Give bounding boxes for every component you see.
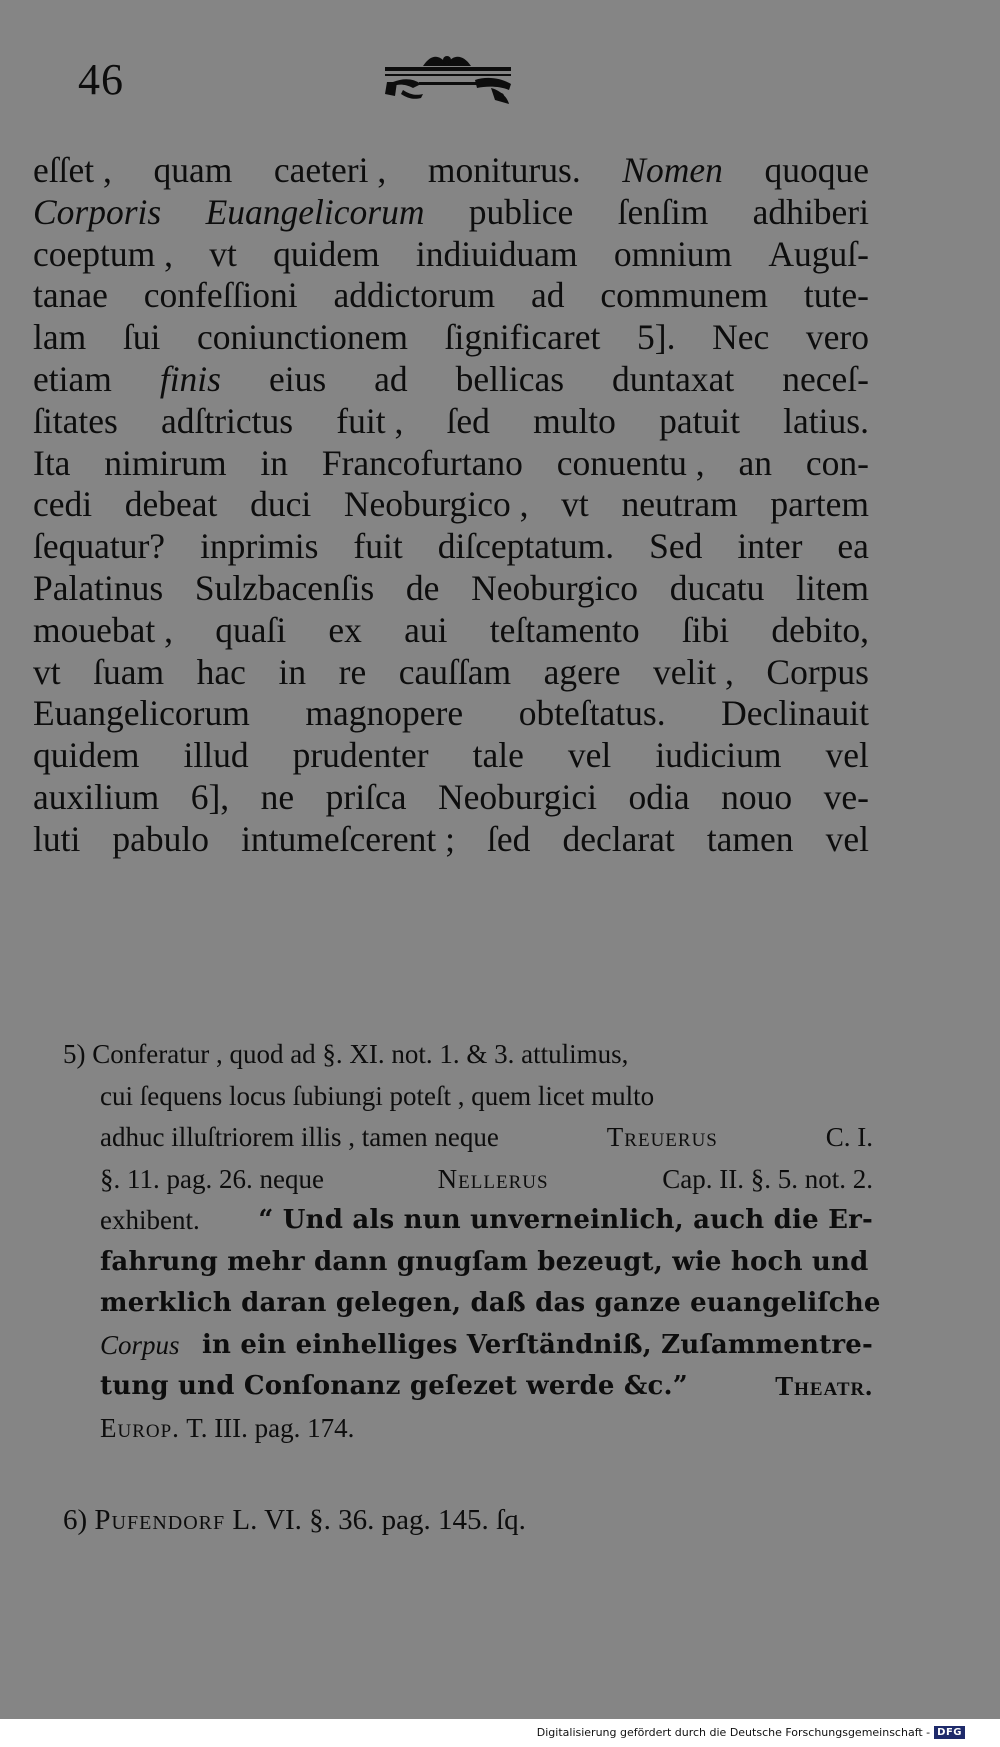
word: vero — [805, 317, 869, 358]
text-line — [33, 234, 869, 276]
word: Corporis — [33, 191, 162, 232]
word: Nomen — [622, 150, 723, 190]
text-line — [33, 443, 869, 485]
dfg-logo-icon: DFG — [934, 1726, 965, 1739]
citation-title: Europ. — [100, 1412, 180, 1443]
word: vt — [561, 484, 589, 525]
word: ſenſim — [617, 191, 709, 232]
german-quote-line: fahrung mehr dann gnugſam bezeugt, wie hoch und — [100, 1246, 869, 1277]
word: quidem — [33, 735, 140, 776]
word: debeat — [124, 484, 218, 525]
word: declarat — [562, 818, 675, 859]
word: teſtamento — [489, 609, 640, 650]
word: velit , — [653, 651, 734, 692]
footnote-text: Corpus — [100, 1329, 180, 1360]
word: hac — [196, 651, 246, 692]
word: mouebat , — [33, 609, 173, 650]
word: litem — [796, 567, 869, 608]
footnote-text: exhibent. — [100, 1205, 200, 1235]
word: quoque — [764, 150, 869, 190]
word: conuentu , — [556, 442, 705, 483]
word: cauſſam — [398, 651, 512, 692]
footnote-5-line — [63, 1200, 873, 1242]
word: adſtrictus — [160, 400, 294, 441]
word: tale — [472, 735, 524, 776]
word: tamen — [706, 818, 794, 859]
word: neutram — [621, 484, 738, 525]
text-line — [33, 484, 869, 526]
word: ea — [837, 526, 869, 567]
footnote-5-line — [63, 1366, 873, 1408]
word: ſignificaret — [444, 317, 601, 358]
word: quam — [153, 150, 233, 190]
word: duntaxat — [612, 358, 735, 399]
word: duci — [250, 484, 312, 525]
word: de — [405, 567, 440, 608]
footnote-text: adhuc illuſtriorem illis , tamen neque — [100, 1122, 499, 1152]
word: 5]. — [637, 317, 676, 358]
footnote-text: §. 11. pag. 26. neque — [100, 1163, 324, 1194]
footnote-text: L. VI. §. 36. pag. 145. ſq. — [232, 1504, 526, 1536]
word: quidem — [273, 233, 380, 274]
word: adhiberi — [752, 191, 869, 232]
author-name: Nellerus — [437, 1163, 549, 1194]
word: intumeſcerent ; — [241, 818, 455, 859]
footnote-number: 6) — [63, 1504, 88, 1536]
word: neceſ- — [782, 358, 869, 399]
word: 6], — [190, 776, 230, 817]
word: indiuiduam — [415, 233, 578, 274]
word: Auguſ- — [768, 233, 869, 274]
word: pabulo — [112, 818, 210, 859]
word: confeſſioni — [143, 275, 298, 316]
word: Sulzbacenſis — [194, 567, 375, 608]
german-quote: in ein einhelliges Verſtändniß, Zuſammentre- — [201, 1329, 873, 1360]
text-line — [33, 150, 869, 192]
printer-ornament-icon — [383, 52, 515, 118]
word: etiam — [33, 358, 112, 399]
footnote-5-line — [63, 1325, 873, 1367]
word: coniunctionem — [197, 317, 408, 358]
footnote-5-line — [63, 1159, 873, 1201]
text-line — [33, 317, 869, 359]
word: diſceptatum. — [437, 526, 615, 567]
word: ſitates — [33, 400, 118, 441]
word: vt — [33, 651, 61, 692]
word: fuit — [353, 526, 403, 567]
footnote-5-line: 5) Conferatur , quod ad §. XI. not. 1. & 3. attulimus, — [63, 1039, 629, 1069]
word: eſſet , — [33, 150, 112, 190]
word: obteſtatus. — [518, 693, 666, 734]
author-name: Pufendorf — [94, 1504, 226, 1536]
german-quote: “ Und als nun unverneinlich, auch die Er- — [258, 1205, 873, 1235]
word: ſibi — [681, 609, 730, 650]
word: Ita — [33, 442, 71, 483]
text-line — [33, 275, 869, 317]
word: nimirum — [104, 442, 227, 483]
word: odia — [628, 776, 690, 817]
word: moniturus. — [427, 150, 581, 190]
word: ex — [328, 609, 362, 650]
word: auxilium — [33, 776, 160, 817]
word: publice — [468, 191, 574, 232]
word: ducatu — [669, 567, 765, 608]
text-line — [33, 401, 869, 443]
word: fuit , — [336, 400, 404, 441]
word: eius — [268, 358, 327, 399]
word: tute- — [803, 275, 869, 316]
text-line — [33, 777, 869, 819]
text-line — [33, 610, 869, 652]
word: ſed — [446, 400, 490, 441]
word: ad — [531, 275, 565, 316]
word: Neoburgico — [471, 567, 639, 608]
word: Corpus — [766, 651, 869, 692]
word: coeptum , — [33, 233, 173, 274]
word: re — [338, 651, 367, 692]
footnote-text: C. I. — [825, 1122, 873, 1152]
text-line — [33, 735, 869, 777]
word: priſca — [325, 776, 407, 817]
word: Declinauit — [721, 693, 869, 734]
word: cedi — [33, 484, 93, 525]
word: vel — [825, 735, 869, 776]
word: ſui — [122, 317, 161, 358]
word: vel — [825, 818, 869, 859]
text-line — [33, 359, 869, 401]
word: lam — [33, 317, 87, 358]
author-name: Treuerus — [606, 1122, 718, 1152]
word: addictorum — [333, 275, 496, 316]
word: in — [260, 442, 289, 483]
word: Neoburgici — [437, 776, 597, 817]
word: tanae — [33, 275, 108, 316]
word: ve- — [823, 776, 869, 817]
word: in — [278, 651, 307, 692]
page-number: 46 — [78, 55, 124, 104]
word: inprimis — [200, 526, 319, 567]
footnote-spacer — [63, 1449, 873, 1500]
word: ſuam — [93, 651, 165, 692]
word: illud — [183, 735, 249, 776]
word: Euangelicorum — [205, 191, 425, 232]
word: caeteri , — [273, 150, 387, 190]
credit-text: Digitalisierung gefördert durch die Deutsche Forschungsgemeinschaft - — [536, 1726, 931, 1739]
footnote-text: T. III. pag. 174. — [186, 1412, 355, 1443]
word: vt — [209, 233, 237, 274]
word: luti — [33, 818, 81, 859]
footnote-5-line — [63, 1408, 873, 1450]
word: inter — [737, 526, 803, 567]
text-line — [33, 693, 869, 735]
word: Euangelicorum — [33, 693, 250, 734]
word: Neoburgico , — [343, 484, 529, 525]
word: latius. — [783, 400, 869, 441]
text-line — [33, 652, 869, 694]
word: ſequatur? — [33, 526, 166, 567]
text-line — [33, 819, 869, 861]
word: communem — [600, 275, 768, 316]
word: Sed — [649, 526, 703, 567]
footnote-5-line: cui ſequens locus ſubiungi poteſt , quem licet multo — [100, 1080, 655, 1111]
word: bellicas — [455, 358, 565, 399]
word: nouo — [721, 776, 793, 817]
word: magnopere — [305, 693, 464, 734]
word: patuit — [659, 400, 740, 441]
word: Palatinus — [33, 567, 164, 608]
word: partem — [770, 484, 869, 525]
footnote-text: Cap. II. §. 5. not. 2. — [662, 1163, 873, 1194]
text-line — [33, 192, 869, 234]
footnote-5-line — [63, 1117, 873, 1159]
word: ad — [374, 358, 408, 399]
footnotes-block — [63, 1034, 881, 1542]
word: prudenter — [292, 735, 429, 776]
digitization-credit — [537, 1726, 965, 1739]
word: ne — [260, 776, 295, 817]
citation-title: Theatr. — [775, 1371, 873, 1401]
word: Francofurtano — [321, 442, 523, 483]
word: con- — [805, 442, 869, 483]
main-text-block — [33, 150, 869, 861]
text-line — [33, 526, 869, 568]
word: an — [738, 442, 772, 483]
text-line — [33, 568, 869, 610]
word: iudicium — [655, 735, 782, 776]
word: debito, — [771, 609, 869, 650]
word: multo — [533, 400, 616, 441]
word: aui — [404, 609, 448, 650]
word: agere — [543, 651, 621, 692]
german-quote-line: merklich daran gelegen, daß das ganze euangeliſche — [100, 1288, 881, 1318]
word: finis — [159, 358, 221, 399]
word: quaſi — [215, 609, 287, 650]
word: Nec — [712, 317, 770, 358]
word: vel — [567, 735, 612, 776]
word: omnium — [613, 233, 733, 274]
german-quote: tung und Conſonanz geſezet werde &c.” — [100, 1371, 688, 1401]
word: ſed — [487, 818, 531, 859]
footnote-6-line — [63, 1500, 873, 1542]
